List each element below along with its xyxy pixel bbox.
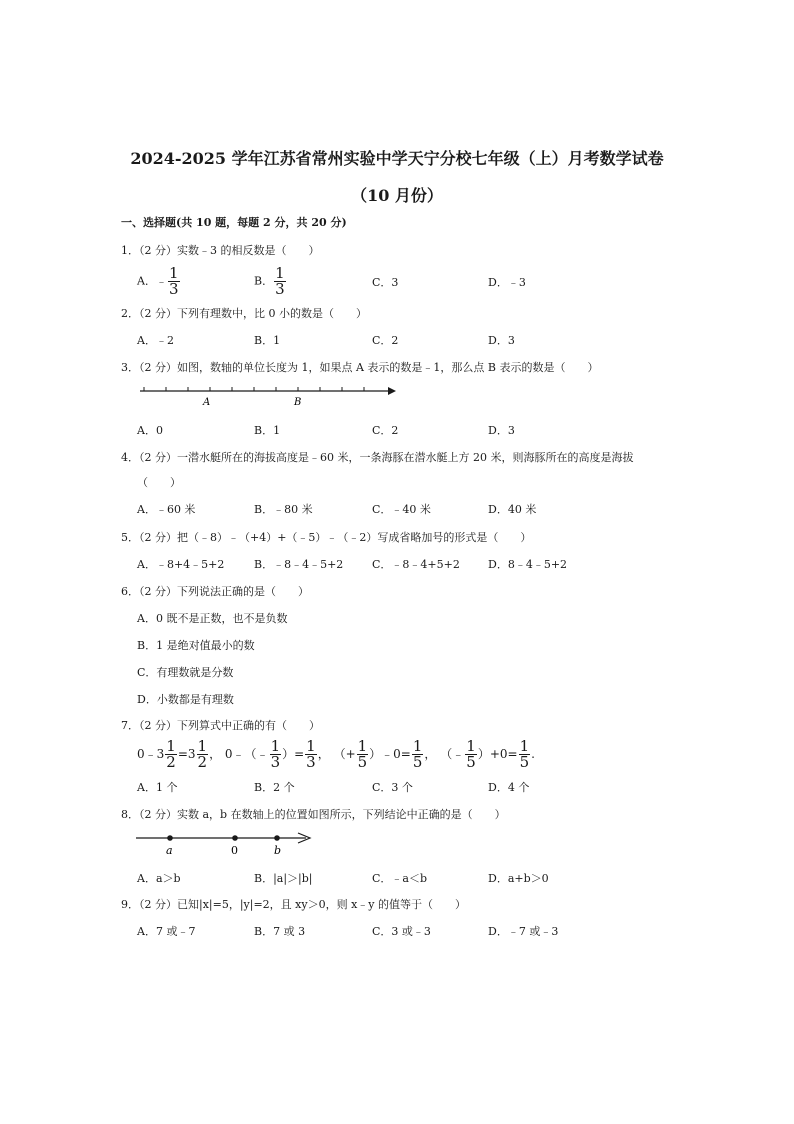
q7-e4-left-numerator: 1 xyxy=(466,737,476,755)
q1-b-denominator: 3 xyxy=(275,280,285,298)
q7-e2-left-numerator: 1 xyxy=(270,737,281,755)
q6-option-b: B．1 是绝对值最小的数 xyxy=(137,639,255,652)
question-2-stem: 2．（2 分）下列有理数中，比 0 小的数是（ ） xyxy=(121,307,367,320)
q5-option-c: C．﹣8﹣4+5+2 xyxy=(372,558,460,571)
q7-expr3-fraction-right xyxy=(412,739,424,770)
q2-option-a: A．﹣2 xyxy=(137,334,174,347)
page-title: 2024-2025 学年江苏省常州实验中学天宁分校七年级（上）月考数学试卷 xyxy=(130,149,664,168)
q1-option-a xyxy=(137,266,181,297)
q7-e2-left-denominator: 3 xyxy=(270,753,281,771)
q7-e3-right-numerator: 1 xyxy=(412,737,423,755)
q8-point-b xyxy=(274,835,280,841)
q2-option-c: C．2 xyxy=(372,334,399,347)
q8-option-a: A．a＞b xyxy=(137,872,181,885)
q9-option-d: D．﹣7 或﹣3 xyxy=(488,925,559,938)
q4-option-b: B．﹣80 米 xyxy=(254,503,313,516)
q7-expr4-fraction-right xyxy=(519,739,531,770)
q7-expr2-end: ， xyxy=(317,747,330,761)
q1-a-denominator: 3 xyxy=(168,280,179,298)
page-subtitle: （10 月份） xyxy=(351,186,443,205)
q7-expr4-fraction-left xyxy=(465,739,477,770)
q7-e1-right-numerator: 1 xyxy=(197,737,208,755)
question-1-stem: 1．（2 分）实数﹣3 的相反数是（ ） xyxy=(121,244,320,257)
q8-option-d: D．a+b＞0 xyxy=(488,872,549,885)
q1-option-b-fraction xyxy=(274,266,286,297)
question-4-stem: 4．（2 分）一潜水艇所在的海拔高度是﹣60 米，一条海豚在潜水艇上方 20 米，则海豚所在的高度是海拔 xyxy=(121,451,634,464)
q4-option-c: C．﹣40 米 xyxy=(372,503,431,516)
q7-option-a: A．1 个 xyxy=(137,781,178,794)
q7-option-d: D．4 个 xyxy=(488,781,530,794)
q7-e2-right-denominator: 3 xyxy=(306,753,316,771)
q7-e4-right-numerator: 1 xyxy=(519,737,530,755)
q2-option-d: D．3 xyxy=(488,334,515,347)
q7-expr1-prefix: 0﹣3 xyxy=(137,747,165,761)
q7-expr2-equals: ）= xyxy=(282,747,305,761)
q1-option-b-label: B． xyxy=(254,274,274,288)
q1-a-numerator: 1 xyxy=(168,264,179,282)
q7-expr4-equals: ）+0= xyxy=(477,747,518,761)
q7-expr1-fraction-left xyxy=(165,739,177,770)
question-5-stem: 5．（2 分）把（﹣8）﹣（+4）+（﹣5）﹣（﹣2）写成省略加号的形式是（ ） xyxy=(121,531,532,544)
q7-expr1-equals: =3 xyxy=(177,747,196,761)
q7-option-c: C．3 个 xyxy=(372,781,413,794)
q7-expr3-equals: ）﹣0= xyxy=(369,747,411,761)
q8-label-zero: 0 xyxy=(231,844,238,857)
q8-option-b: B．|a|＞|b| xyxy=(254,872,313,885)
q9-option-b: B．7 或 3 xyxy=(254,925,306,938)
q7-expr3-fraction-left xyxy=(357,739,369,770)
q1-option-a-fraction xyxy=(168,266,180,297)
q7-expr1-end: ， xyxy=(209,747,222,761)
q8-number-line-figure xyxy=(134,828,320,858)
q1-option-d: D．﹣3 xyxy=(488,276,526,289)
q5-option-d: D．8﹣4﹣5+2 xyxy=(488,558,568,571)
q3-option-b: B．1 xyxy=(254,424,281,437)
q7-expr1-fraction-right xyxy=(197,739,209,770)
q8-option-c: C．﹣a＜b xyxy=(372,872,428,885)
question-6-stem: 6．（2 分）下列说法正确的是（ ） xyxy=(121,585,309,598)
q7-expr3-end: ， xyxy=(424,747,437,761)
q2-option-b: B．1 xyxy=(254,334,281,347)
q1-option-a-sign: ﹣ xyxy=(155,274,167,288)
q7-e1-left-numerator: 1 xyxy=(166,737,176,755)
q3-number-line-figure xyxy=(136,381,398,409)
question-4-stem-continued: （ ） xyxy=(137,476,181,489)
q7-expr4-prefix: （﹣ xyxy=(440,747,465,761)
q5-option-b: B．﹣8﹣4﹣5+2 xyxy=(254,558,344,571)
question-7-stem: 7．（2 分）下列算式中正确的有（ ） xyxy=(121,719,320,732)
q7-e3-left-denominator: 5 xyxy=(357,753,368,771)
q6-option-c: C．有理数就是分数 xyxy=(137,666,234,679)
q3-point-b-label: B xyxy=(294,397,302,408)
q1-b-numerator: 1 xyxy=(275,264,285,282)
q7-e1-right-denominator: 2 xyxy=(197,753,208,771)
q4-option-d: D．40 米 xyxy=(488,503,537,516)
q7-expr4-end: . xyxy=(531,747,535,761)
question-3-stem: 3．（2 分）如图，数轴的单位长度为 1，如果点 A 表示的数是﹣1，那么点 B 表示的数是（ ） xyxy=(121,361,599,374)
q8-label-a: a xyxy=(166,844,173,857)
question-8-stem: 8．（2 分）实数 a，b 在数轴上的位置如图所示，下列结论中正确的是（ ） xyxy=(121,808,506,821)
q8-point-a xyxy=(167,835,173,841)
q7-e1-left-denominator: 2 xyxy=(166,753,176,771)
q7-e4-right-denominator: 5 xyxy=(519,753,530,771)
q3-option-d: D．3 xyxy=(488,424,515,437)
q7-expr3-prefix: （+ xyxy=(333,747,356,761)
q8-point-zero xyxy=(232,835,238,841)
q8-label-b: b xyxy=(274,844,282,857)
q1-option-a-label: A． xyxy=(137,274,156,288)
q7-option-b: B．2 个 xyxy=(254,781,295,794)
q1-option-c: C．3 xyxy=(372,276,399,289)
section-heading: 一、选择题(共 10 题，每题 2 分，共 20 分) xyxy=(121,216,347,229)
q7-expr2-fraction-right xyxy=(305,739,317,770)
q7-expressions xyxy=(137,739,535,770)
q7-e2-right-numerator: 1 xyxy=(306,737,316,755)
q4-option-a: A．﹣60 米 xyxy=(137,503,196,516)
q7-e4-left-denominator: 5 xyxy=(466,753,476,771)
q5-option-a: A．﹣8+4﹣5+2 xyxy=(137,558,225,571)
q9-option-c: C．3 或﹣3 xyxy=(372,925,431,938)
q6-option-a: A．0 既不是正数，也不是负数 xyxy=(137,612,288,625)
q7-e3-right-denominator: 5 xyxy=(412,753,423,771)
q9-option-a: A．7 或﹣7 xyxy=(137,925,196,938)
question-9-stem: 9．（2 分）已知|x|=5，|y|=2，且 xy＞0，则 x﹣y 的值等于（ ） xyxy=(121,898,466,911)
q3-point-a-label: A xyxy=(203,397,211,408)
q3-option-a: A．0 xyxy=(137,424,163,437)
q7-expr2-fraction-left xyxy=(270,739,282,770)
q3-option-c: C．2 xyxy=(372,424,399,437)
q6-option-d: D．小数都是有理数 xyxy=(137,693,234,706)
q1-option-b xyxy=(254,266,287,297)
q7-e3-left-numerator: 1 xyxy=(357,737,368,755)
q7-expr2-prefix: 0﹣（﹣ xyxy=(224,747,269,761)
